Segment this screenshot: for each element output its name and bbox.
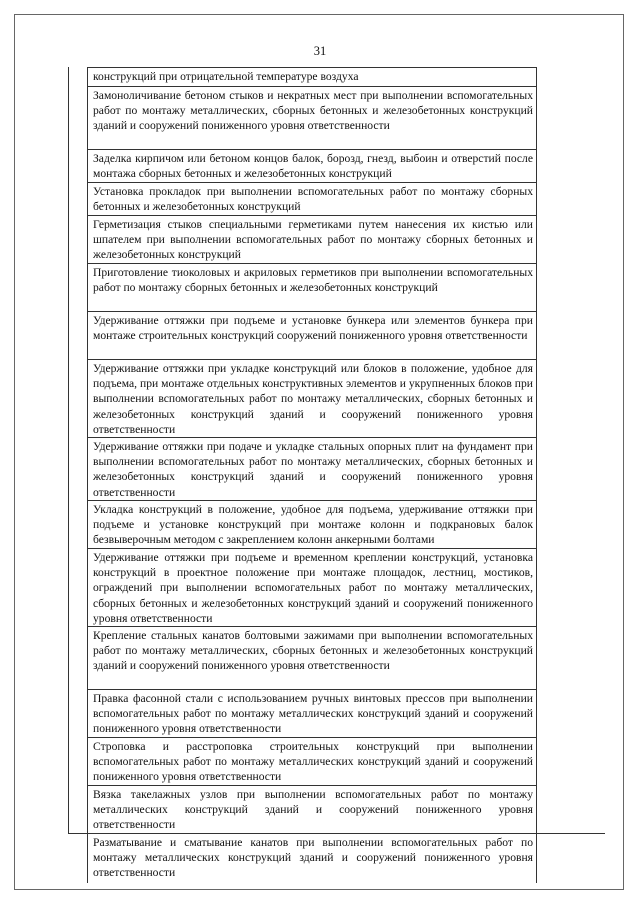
table-row: Установка прокладок при выполнении вспомогательных работ по монтажу сборных бетонных и железобетонных конструкций bbox=[87, 182, 537, 216]
page-number: 31 bbox=[313, 44, 327, 58]
table-row: Замоноличивание бетоном стыков и некратных мест при выполнении вспомогательных работ по монтажу металлических, сборных бетонных и железобетонных конструкций зданий и сооружений пониженного уровня ответственности bbox=[87, 86, 537, 150]
table-row: Заделка кирпичом или бетоном концов балок, борозд, гнезд, выбоин и отверстий после монтажа сборных бетонных и железобетонных конструкций bbox=[87, 149, 537, 183]
table-row: Удерживание оттяжки при подъеме и установке бункера или элементов бункера при монтаже строительных конструкций сооружений пониженного уровня ответственности bbox=[87, 311, 537, 360]
table-row: Правка фасонной стали с использованием ручных винтовых прессов при выполнении вспомогательных работ по монтажу металлических конструкций зданий и сооружений пониженного уровня ответственности bbox=[87, 689, 537, 738]
table-row: Строповка и расстроповка строительных конструкций при выполнении вспомогательных работ по монтажу металлических конструкций зданий и сооружений пониженного уровня ответственности bbox=[87, 737, 537, 786]
table-row: Крепление стальных канатов болтовыми зажимами при выполнении вспомогательных работ по монтажу металлических, сборных бетонных и железобетонных конструкций зданий и сооружений пониженного уровня ответственности bbox=[87, 626, 537, 690]
table-row: Удерживание оттяжки при подаче и укладке стальных опорных плит на фундамент при выполнении вспомогательных работ по монтажу металлических, сборных бетонных и железобетонных конструкций зданий и сооружений пониженного уровня ответственности bbox=[87, 437, 537, 501]
table-row: Удерживание оттяжки при укладке конструкций или блоков в положение, удобное для подъема, при монтаже отдельных конструктивных элементов и укрупненных блоков при выполнении вспомогательных работ по монтажу металлических, сборных бетонных и железобетонных конструкций зданий и сооружений пониженного уровня ответственности bbox=[87, 359, 537, 438]
table-row: Герметизация стыков специальными герметиками путем нанесения их кистью или шпателем при выполнении вспомогательных работ по монтажу сборных бетонных и железобетонных конструкций bbox=[87, 215, 537, 264]
table-row: Удерживание оттяжки при подъеме и временном креплении конструкций, установка конструкций в проектное положение при монтаже площадок, лестниц, мостиков, ограждений при выполнении вспомогательных работ по монтажу металлических, сборных бетонных и железобетонных конструкций зданий и сооружений пониженного уровня ответственности bbox=[87, 548, 537, 627]
table-row: Вязка такелажных узлов при выполнении вспомогательных работ по монтажу металлических конструкций зданий и сооружений пониженного уровня ответственности bbox=[87, 785, 537, 834]
table-row: конструкций при отрицательной температуре воздуха bbox=[87, 67, 537, 87]
table-row: Укладка конструкций в положение, удобное для подъема, удерживание оттяжки при подъеме и установке конструкций при монтаже колонн и подкрановых балок безвыверочным методом с закреплением колонн анкерными болтами bbox=[87, 500, 537, 549]
table-row: Разматывание и сматывание канатов при выполнении вспомогательных работ по монтажу металлических конструкций зданий и сооружений пониженного уровня ответственности bbox=[87, 833, 537, 883]
table-row: Приготовление тиоколовых и акриловых герметиков при выполнении вспомогательных работ по монтажу сборных бетонных и железобетонных конструкций bbox=[87, 263, 537, 312]
